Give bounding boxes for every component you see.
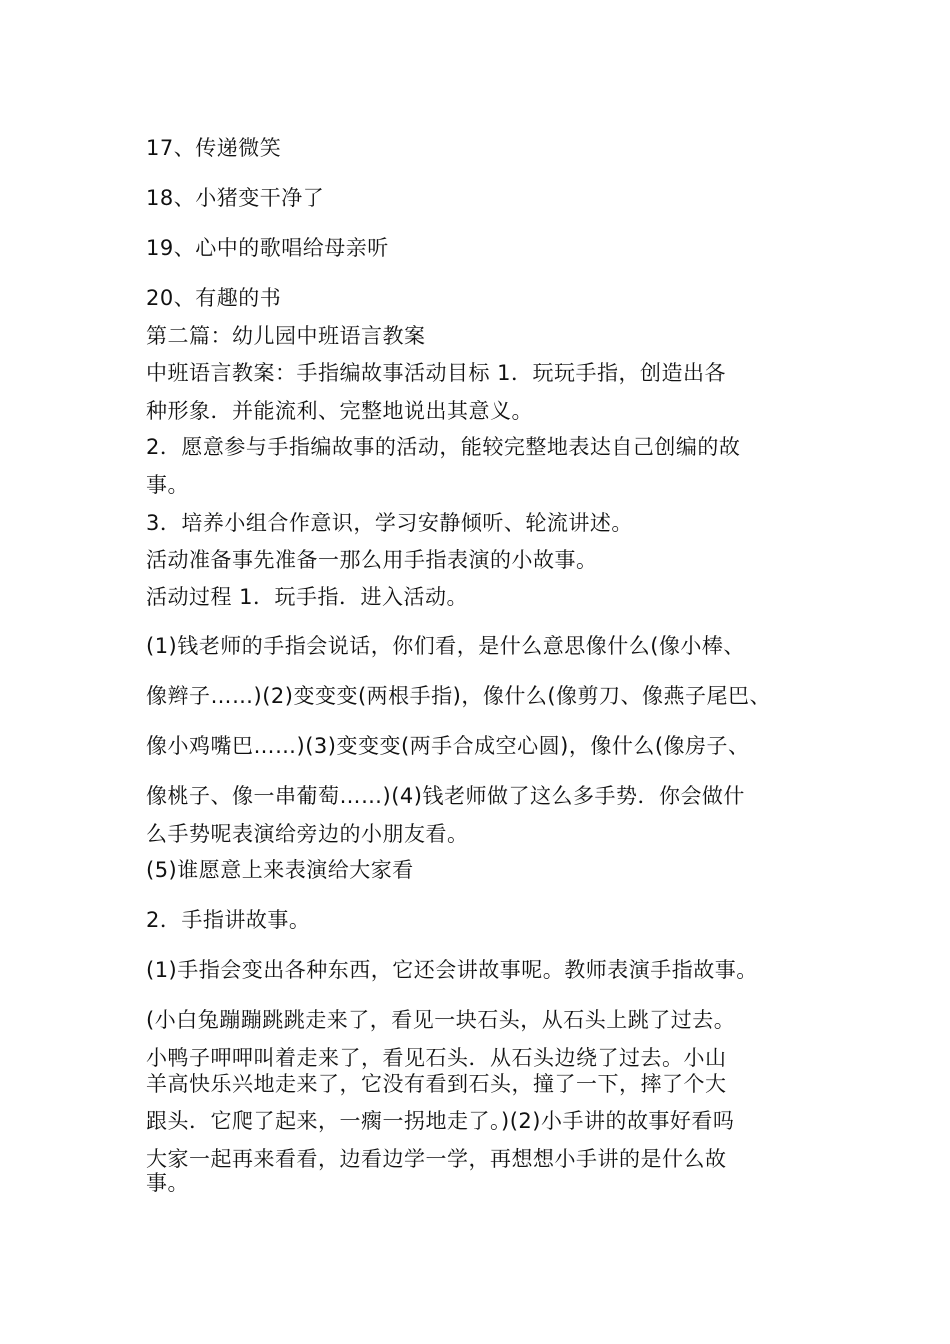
- paragraph-line: 活动过程 1．玩手指．进入活动。: [146, 585, 469, 609]
- paragraph-line: 么手势呢表演给旁边的小朋友看。: [146, 822, 469, 846]
- paragraph-line: 3．培养小组合作意识，学习安静倾听、轮流讲述。: [146, 511, 633, 535]
- paragraph-line: 小鸭子呷呷叫着走来了，看见石头．从石头边绕了过去。小山: [146, 1046, 727, 1070]
- paragraph-line: 像小鸡嘴巴……)(3)变变变(两手合成空心圆)，像什么(像房子、: [146, 734, 750, 758]
- paragraph-line: (5)谁愿意上来表演给大家看: [146, 858, 414, 882]
- paragraph-line: (1)手指会变出各种东西，它还会讲故事呢。教师表演手指故事。: [146, 958, 758, 982]
- list-item: 19、心中的歌唱给母亲听: [146, 236, 389, 260]
- paragraph-line: 活动准备事先准备一那么用手指表演的小故事。: [146, 548, 598, 572]
- paragraph-line: 大家一起再来看看，边看边学一学，再想想小手讲的是什么故: [146, 1147, 727, 1171]
- list-item: 18、小猪变干净了: [146, 186, 325, 210]
- paragraph-line: 中班语言教案：手指编故事活动目标 1．玩玩手指，创造出各: [146, 361, 727, 385]
- section-heading: 第二篇：幼儿园中班语言教案: [146, 324, 426, 348]
- paragraph-line: 2．手指讲故事。: [146, 908, 311, 932]
- paragraph-line: 2．愿意参与手指编故事的活动，能较完整地表达自己创编的故: [146, 435, 741, 459]
- list-item: 17、传递微笑: [146, 136, 282, 160]
- paragraph-line: 像桃子、像一串葡萄……)(4)钱老师做了这么多手势．你会做什: [146, 784, 745, 808]
- paragraph-line: 羊高快乐兴地走来了，它没有看到石头，撞了一下，摔了个大: [146, 1072, 727, 1096]
- paragraph-line: 跟头．它爬了起来，一瘸一拐地走了。)(2)小手讲的故事好看吗: [146, 1109, 735, 1133]
- paragraph-line: (小白兔蹦蹦跳跳走来了，看见一块石头，从石头上跳了过去。: [146, 1008, 736, 1032]
- paragraph-line: (1)钱老师的手指会说话，你们看，是什么意思像什么(像小棒、: [146, 634, 745, 658]
- paragraph-line: 种形象．并能流利、完整地说出其意义。: [146, 399, 533, 423]
- list-item: 20、有趣的书: [146, 286, 282, 310]
- paragraph-line: 事。: [146, 473, 189, 497]
- paragraph-line: 像辫子……)(2)变变变(两根手指)，像什么(像剪刀、像燕子尾巴、: [146, 684, 772, 708]
- paragraph-line: 事。: [146, 1171, 189, 1195]
